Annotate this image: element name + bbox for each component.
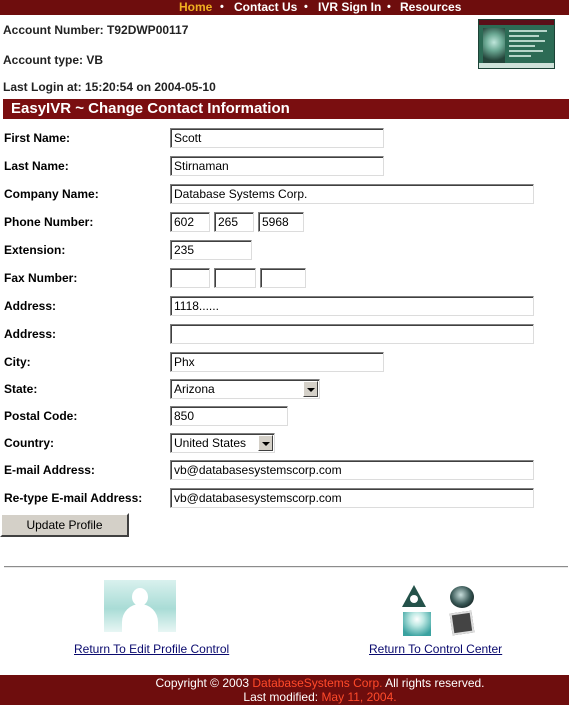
fax-prefix-field[interactable]	[214, 268, 256, 288]
phone-area-code-field[interactable]: 602	[170, 212, 210, 232]
phone-number-label: Phone Number:	[4, 215, 94, 229]
return-edit-profile-link[interactable]: Return To Edit Profile Control	[74, 642, 230, 656]
state-select-value: Arizona	[174, 382, 215, 396]
city-label: City:	[4, 355, 31, 369]
first-name-label: First Name:	[4, 131, 71, 145]
copyright-suffix: All rights reserved.	[382, 676, 485, 690]
extension-field[interactable]: 235	[170, 240, 252, 260]
nav-home-link[interactable]: Home	[179, 0, 213, 14]
address-line2-label: Address:	[4, 327, 57, 341]
city-field[interactable]: Phx	[170, 352, 384, 372]
email-field[interactable]: vb@databasesystemscorp.com	[170, 460, 534, 480]
update-profile-button[interactable]: Update Profile	[0, 513, 129, 537]
last-login: Last Login at: 15:20:54 on 2004-05-10	[3, 80, 216, 94]
nav-resources-link[interactable]: Resources	[400, 0, 462, 14]
last-name-label: Last Name:	[4, 159, 69, 173]
address-line1-label: Address:	[4, 299, 57, 313]
chevron-down-icon[interactable]	[303, 381, 318, 397]
divider	[4, 566, 568, 568]
return-control-center-link[interactable]: Return To Control Center	[369, 642, 503, 656]
person-silhouette-icon[interactable]	[104, 580, 176, 632]
email-label: E-mail Address:	[4, 463, 95, 477]
nav-contact-us-link[interactable]: Contact Us	[234, 0, 298, 14]
email-confirm-field[interactable]: vb@databasesystemscorp.com	[170, 488, 534, 508]
nav-separator: •	[387, 1, 391, 13]
license-card-icon	[478, 19, 555, 69]
fax-line-field[interactable]	[260, 268, 306, 288]
phone-prefix-field[interactable]: 265	[214, 212, 254, 232]
top-nav	[0, 0, 569, 15]
last-modified-prefix: Last modified:	[243, 690, 322, 704]
copyright-prefix: Copyright © 2003	[155, 676, 253, 690]
first-name-field[interactable]: Scott	[170, 128, 384, 148]
state-label: State:	[4, 382, 38, 396]
address-line1-field[interactable]: 1118......	[170, 296, 534, 316]
country-label: Country:	[4, 436, 54, 450]
account-number-label: Account Number:	[3, 23, 104, 37]
fax-area-code-field[interactable]	[170, 268, 210, 288]
phone-line-field[interactable]: 5968	[258, 212, 304, 232]
last-modified	[0, 690, 569, 704]
company-name-link[interactable]: DatabaseSystems Corp.	[252, 676, 383, 690]
control-center-icon[interactable]	[401, 585, 477, 637]
account-number-value: T92DWP00117	[107, 23, 189, 37]
account-number	[3, 23, 188, 37]
footer	[0, 675, 569, 705]
nav-separator: •	[304, 1, 308, 13]
nav-ivr-sign-in-link[interactable]: IVR Sign In	[318, 0, 382, 14]
copyright	[0, 676, 569, 690]
postal-code-field[interactable]: 850	[170, 406, 288, 426]
section-title-bar	[3, 99, 569, 119]
state-select[interactable]	[170, 379, 320, 399]
account-type	[3, 53, 103, 67]
nav-separator: •	[220, 1, 224, 13]
last-name-field[interactable]: Stirnaman	[170, 156, 384, 176]
account-type-label: Account type:	[3, 53, 84, 67]
email-confirm-label: Re-type E-mail Address:	[4, 491, 143, 505]
last-modified-date: May 11, 2004.	[321, 690, 397, 704]
page-title: EasyIVR ~ Change Contact Information	[11, 100, 290, 117]
company-name-field[interactable]: Database Systems Corp.	[170, 184, 534, 204]
address-line2-field[interactable]	[170, 324, 534, 344]
country-select[interactable]	[170, 433, 275, 453]
fax-number-label: Fax Number:	[4, 271, 78, 285]
account-type-value: VB	[86, 53, 104, 67]
extension-label: Extension:	[4, 243, 66, 257]
chevron-down-icon[interactable]	[258, 435, 273, 451]
country-select-value: United States	[174, 436, 247, 450]
postal-code-label: Postal Code:	[4, 409, 78, 423]
company-name-label: Company Name:	[4, 187, 99, 201]
